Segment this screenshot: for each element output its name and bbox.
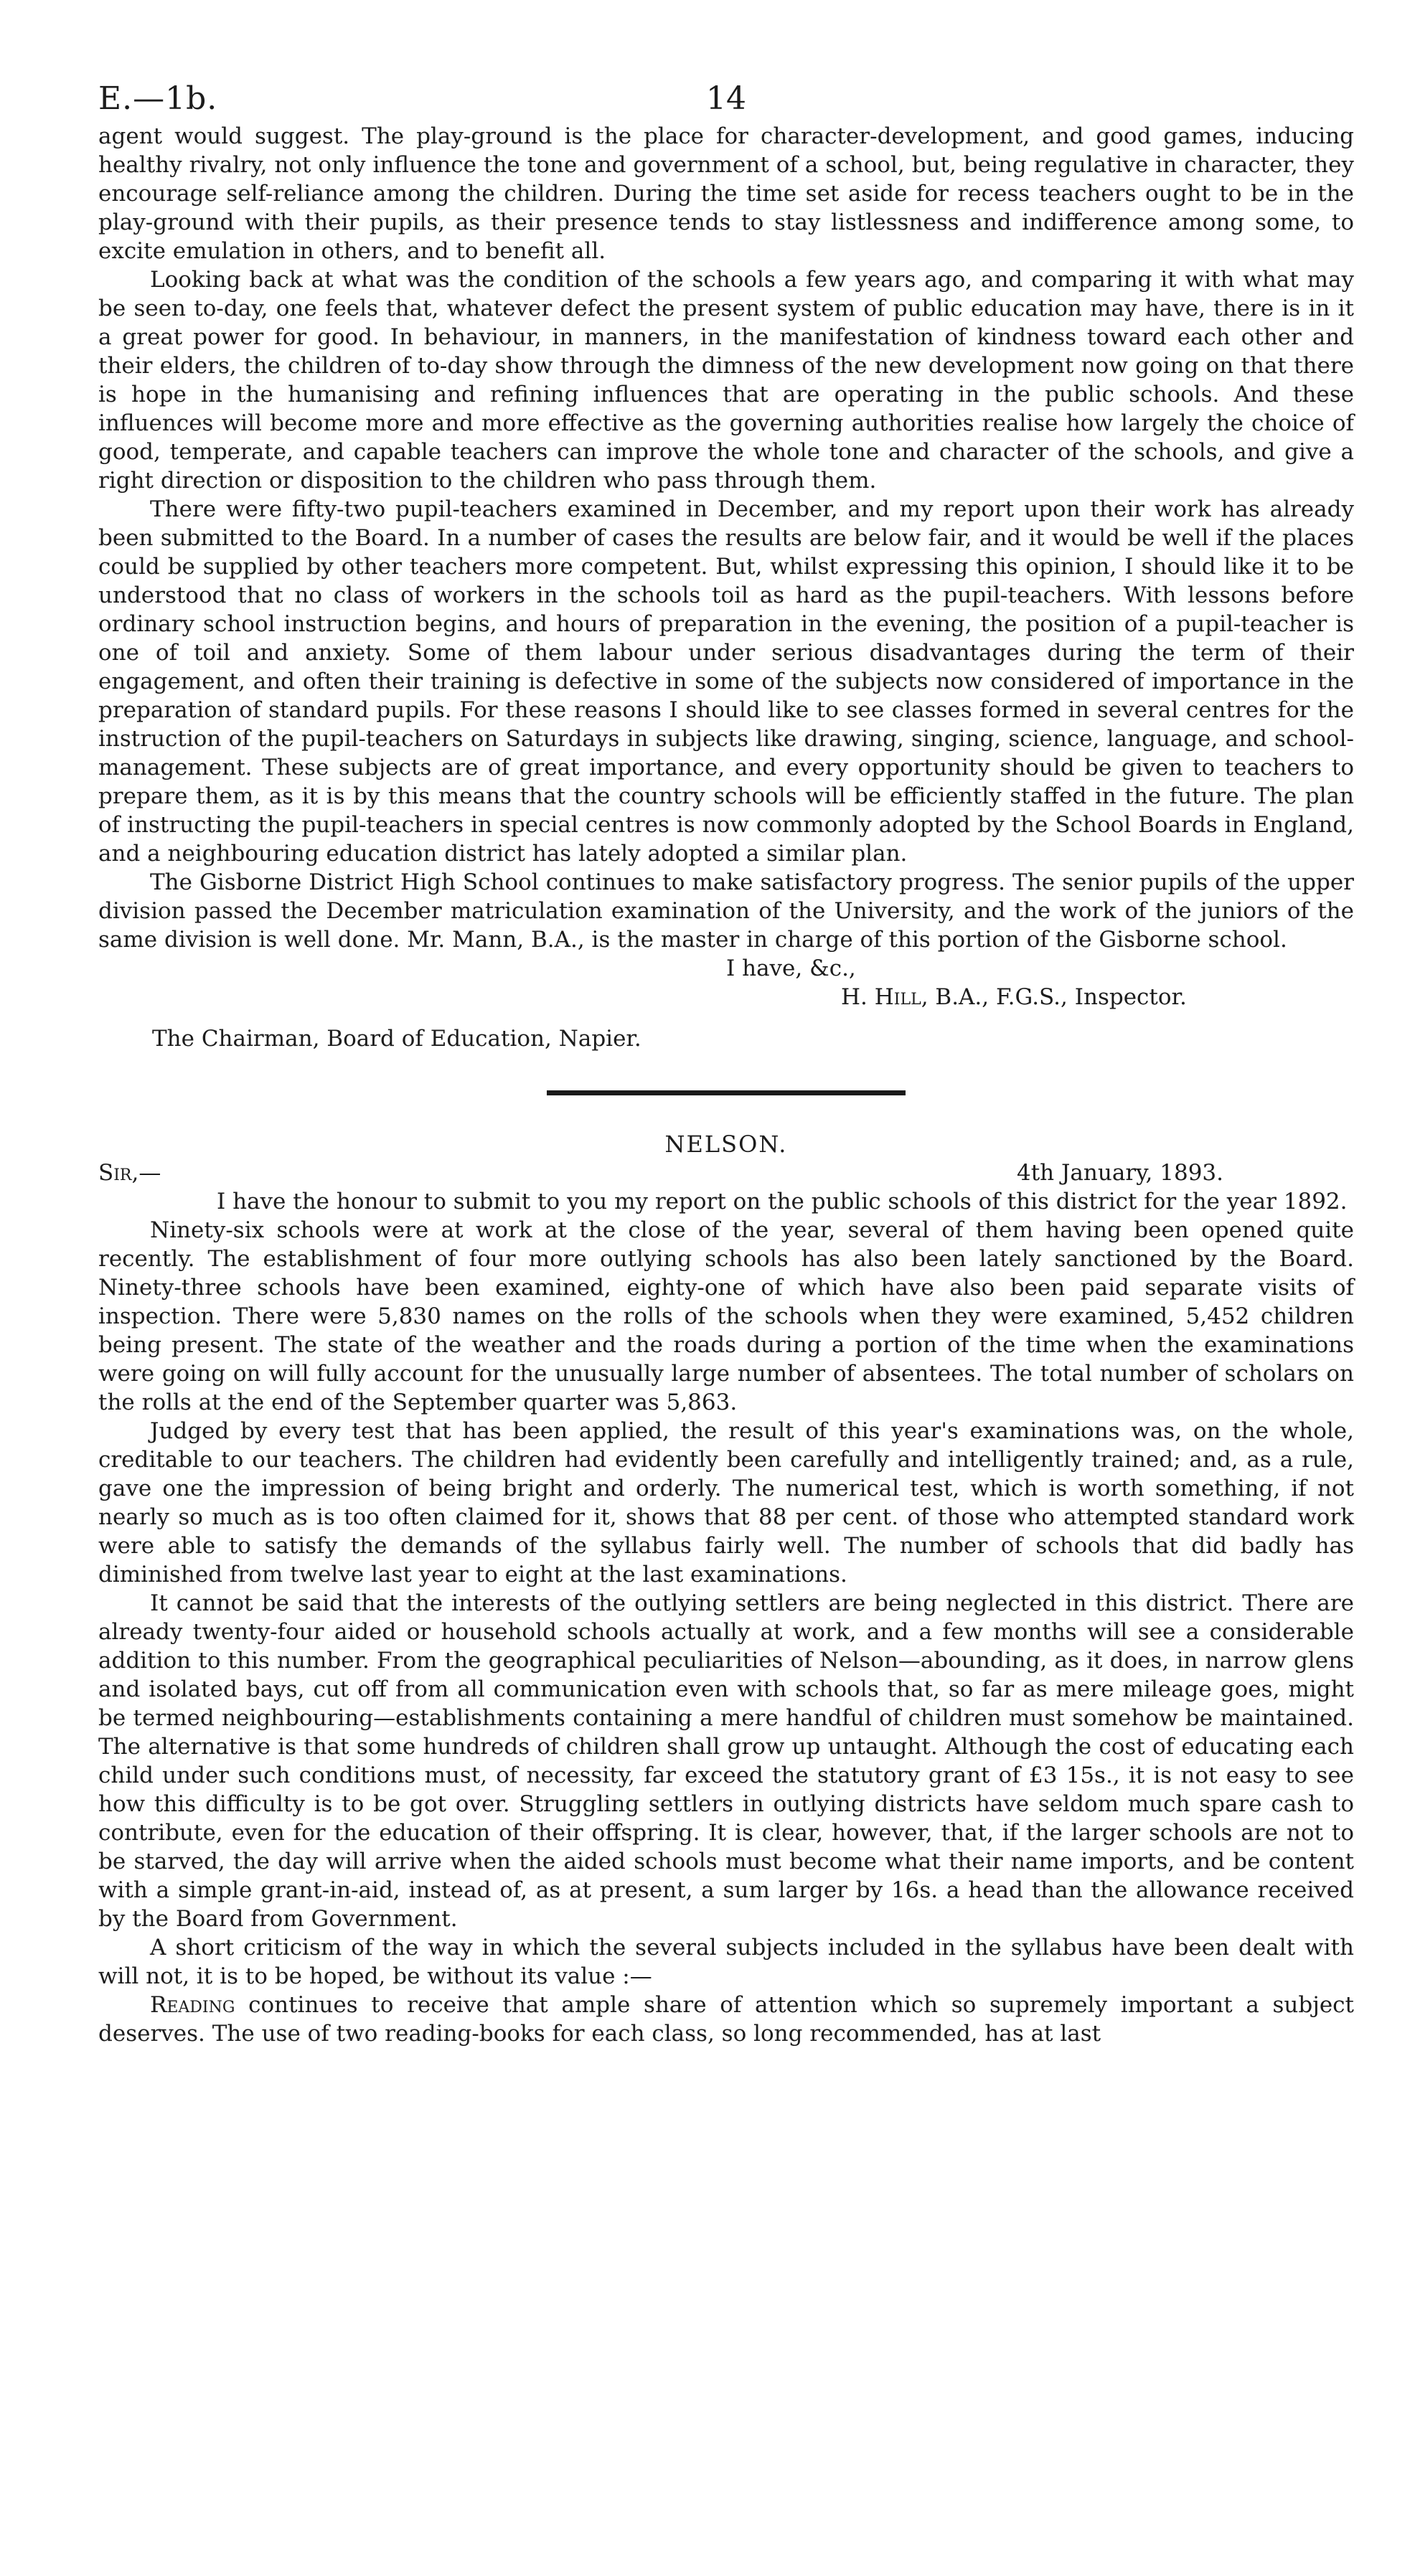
paragraph: agent would suggest. The play-ground is the place for character-development, and good games, inducing healthy rivalry, not only influence the tone and government of a school, but, being regulative in character, they encourage self-reliance among the children. During the time set aside for recess teachers ought to be in the play-ground with their pupils, as their presence tends to stay listlessness and indifference among some, to excite emulation in others, and to benefit all.: [98, 123, 1354, 264]
page-header: [98, 0, 1354, 122]
hawkes-bay-report-continued: [98, 122, 1354, 954]
paragraph: Judged by every test that has been applied, the result of this year's examinations was, on the whole, creditable to our teachers. The children had evidently been carefully and intelligently trained; and, as a rule, gave one the impression of being bright and orderly. The numerical test, which is worth something, if not nearly so much as is too often claimed for it, shows that 88 per cent. of those who attempted standard work were able to satisfy the demands of the syllabus fairly well. The number of schools that did badly has diminished from twelve last year to eight at the last examinations.: [98, 1418, 1354, 1587]
reading-text: continues to receive that ample share of attention which so supremely important a subject deserves. The use of two reading-books for each class, so long recommended, has at last: [98, 1992, 1354, 2047]
closing-phrase: I have, &c.,: [726, 956, 856, 981]
section-title-nelson: NELSON.: [664, 1131, 788, 1158]
subject-heading-reading: Reading: [150, 1992, 235, 2018]
signature: [841, 983, 1354, 1011]
nelson-report: [98, 1187, 1354, 2048]
paragraph: I have the honour to submit to you my report on the public schools of this district for the year 1892.: [217, 1189, 1348, 1214]
salutation-row: [98, 1159, 1354, 1187]
paragraph: It cannot be said that the interests of the outlying settlers are being neglected in this district. There are already twenty-four aided or household schools actually at work, and a few months will see a considerable addition to this number. From the geographical peculiarities of Nelson—abounding, as it does, in narrow glens and isolated bays, cut off from all communication even with schools that, so far as mere mileage goes, might be termed neighbouring—establishments containing a mere handful of children must somehow be maintained. The alternative is that some hundreds of children shall grow up untaught. Although the cost of educating each child under such conditions must, of necessity, far exceed the statutory grant of £3 15s., it is not easy to see how this difficulty is to be got over. Struggling settlers in outlying districts have seldom much spare cash to contribute, even for the education of their offspring. It is clear, however, that, if the larger schools are not to be starved, the day will arrive when the aided schools must become what their name imports, and be content with a simple grant-in-aid, instead of, as at present, a sum larger by 16s. a head than the allowance received by the Board from Government.: [98, 1590, 1354, 1932]
signature-surname: Hill: [874, 984, 921, 1010]
paragraph: There were fifty-two pupil-teachers examined in December, and my report upon their work has already been submitted to the Board. In a number of cases the results are below fair, and it would be well if the places could be supplied by other teachers more competent. But, whilst expressing this opinion, I should like it to be understood that no class of workers in the schools toil as hard as the pupil-teachers. With lessons before ordinary school instruction begins, and hours of preparation in the evening, the position of a pupil-teacher is one of toil and anxiety. Some of them labour under serious disadvantages during the term of their engagement, and often their training is defective in some of the subjects now considered of importance in the preparation of standard pupils. For these reasons I should like to see classes formed in several centres for the instruction of the pupil-teachers on Saturdays in subjects like drawing, singing, science, language, and school-management. These subjects are of great importance, and every opportunity should be given to teachers to prepare them, as it is by this means that the country schools will be efficiently staffed in the future. The plan of instructing the pupil-teachers in special centres is now commonly adopted by the School Boards in England, and a neighbouring education district has lately adopted a similar plan.: [98, 496, 1354, 867]
signature-credentials: , B.A., F.G.S., Inspector.: [921, 984, 1187, 1010]
paragraph: Ninety-six schools were at work at the close of the year, several of them having been opened quite recently. The establishment of four more outlying schools has also been lately sanctioned by the Board. Ninety-three schools have been examined, eighty-one of which have also been paid separate visits of inspection. There were 5,830 names on the rolls of the schools when they were examined, 5,452 children being present. The state of the weather and the roads during a portion of the time when the examinations were going on will fully account for the unusually large number of absentees. The total number of scholars on the rolls at the end of the September quarter was 5,863.: [98, 1217, 1354, 1415]
document-page: [98, 0, 1354, 2048]
document-reference: E.—1b.: [98, 80, 218, 117]
paragraph: The Gisborne District High School continues to make satisfactory progress. The senior pupils of the upper division passed the December matriculation examination of the University, and the work of the juniors of the same division is well done. Mr. Mann, B.A., is the master in charge of this portion of the Gisborne school.: [98, 869, 1354, 953]
letter-closing: [98, 954, 1354, 1053]
signature-initial: H.: [841, 984, 875, 1010]
addressee: The Chairman, Board of Education, Napier.: [152, 1026, 641, 1052]
salutation: Sir,—: [98, 1160, 161, 1186]
page-number: 14: [706, 80, 746, 117]
letter-date: 4th January, 1893.: [1017, 1160, 1223, 1186]
paragraph: A short criticism of the way in which the several subjects included in the syllabus have been dealt with will not, it is to be hoped, be without its value :—: [98, 1935, 1354, 1989]
paragraph: Looking back at what was the condition of the schools a few years ago, and comparing it with what may be seen to-day, one feels that, whatever defect the present system of public education may have, there is in it a great power for good. In behaviour, in manners, in the manifestation of kindness toward each other and their elders, the children of to-day show through the dimness of the new development now going on that there is hope in the humanising and refining influences that are operating in the public schools. And these influences will become more and more effective as the governing authorities realise how largely the choice of good, temperate, and capable teachers can improve the whole tone and character of the schools, and give a right direction or disposition to the children who pass through them.: [98, 267, 1354, 494]
paragraph-reading: [98, 1991, 1354, 2048]
section-divider: [547, 1090, 906, 1095]
